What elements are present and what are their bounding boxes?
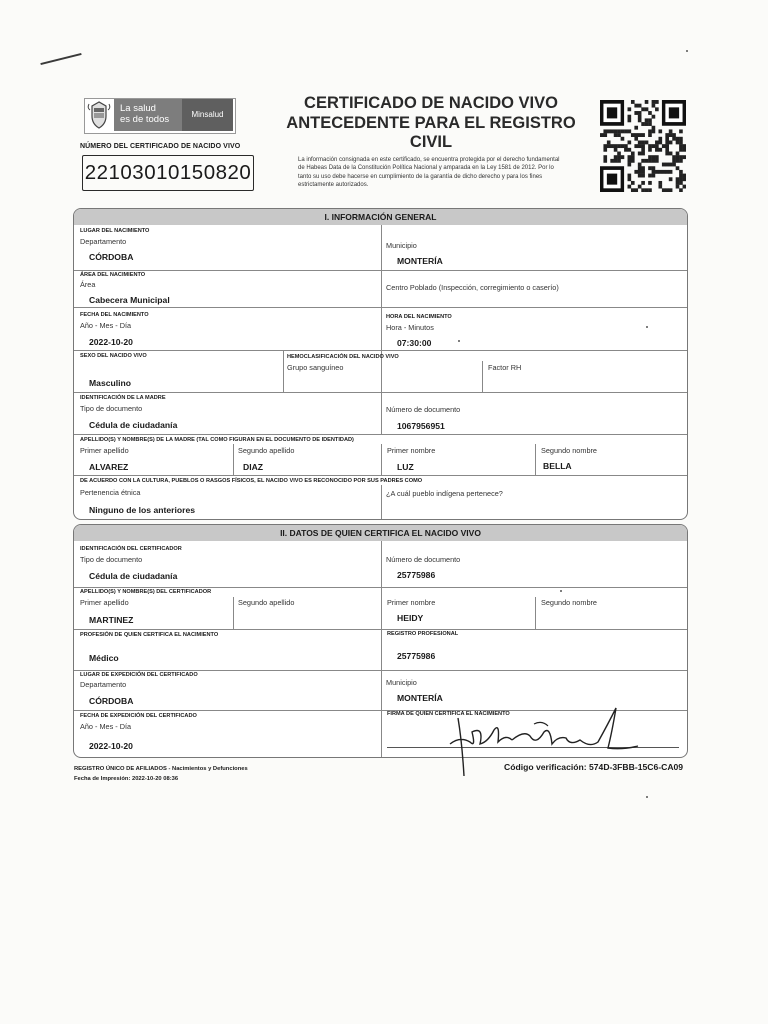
divider bbox=[482, 361, 483, 392]
section-general-info bbox=[73, 208, 688, 520]
mother-names-heading: APELLIDO(S) Y NOMBRE(S) DE LA MADRE (TAL COMO FIGURAN EN EL DOCUMENTO DE IDENTIDAD) bbox=[80, 437, 354, 443]
certifier-names-heading: APELLIDO(S) Y NOMBRE(S) DEL CERTIFICADOR bbox=[80, 589, 212, 595]
logo-slogan-text: La salud es de todos bbox=[120, 103, 170, 125]
mother-id-heading: IDENTIFICACIÓN DE LA MADRE bbox=[80, 395, 166, 401]
divider bbox=[283, 350, 284, 392]
issue-date-format: Año - Mes - Día bbox=[80, 722, 132, 731]
doc-number-value: 1067956951 bbox=[397, 421, 445, 431]
cert-number: 22103010150820 bbox=[82, 155, 254, 191]
area-heading: ÁREA DEL NACIMIENTO bbox=[80, 272, 146, 278]
first-surname-label: Primer apellido bbox=[80, 598, 129, 607]
department-label: Departamento bbox=[80, 680, 127, 689]
ethnic-value: Ninguno de los anteriores bbox=[89, 505, 196, 515]
section-title: II. DATOS DE QUIEN CERTIFICA EL NACIDO VIVO bbox=[74, 525, 687, 541]
doc-type-label: Tipo de documento bbox=[80, 404, 143, 413]
blood-heading: HEMOCLASIFICACIÓN DEL NACIDO VIVO bbox=[287, 354, 399, 360]
ethnic-label: Pertenencia étnica bbox=[80, 488, 141, 497]
profession-value: Médico bbox=[89, 653, 119, 663]
doc-number-label: Número de documento bbox=[386, 555, 461, 564]
logo-brand: Minsalud bbox=[182, 99, 233, 131]
first-name-value: LUZ bbox=[397, 462, 414, 472]
footer-print-date: Fecha de Impresión: 2022-10-20 08:36 bbox=[74, 776, 179, 782]
first-surname-value: ALVAREZ bbox=[89, 462, 129, 472]
speck bbox=[646, 326, 648, 328]
signature-heading: FIRMA DE QUIEN CERTIFICA EL NACIMIENTO bbox=[387, 711, 510, 717]
document-title-line1: CERTIFICADO DE NACIDO VIVO bbox=[304, 94, 558, 112]
scan-mark bbox=[40, 53, 81, 65]
populated-center-label: Centro Poblado (Inspección, corregimiento o caserío) bbox=[386, 283, 559, 292]
professional-reg-heading: REGISTRO PROFESIONAL bbox=[387, 631, 459, 637]
second-surname-label: Segundo apellido bbox=[238, 598, 295, 607]
document-title-line2: ANTECEDENTE PARA EL REGISTRO CIVIL bbox=[286, 114, 576, 151]
doc-type-value: Cédula de ciudadanía bbox=[89, 571, 178, 581]
profession-heading: PROFESIÓN DE QUIEN CERTIFICA EL NACIMIENTO bbox=[80, 632, 219, 638]
first-name-label: Primer nombre bbox=[387, 446, 436, 455]
second-surname-value: DIAZ bbox=[243, 462, 264, 472]
footer-registry: REGISTRO ÚNICO DE AFILIADOS - Nacimientos y Defunciones bbox=[74, 766, 248, 772]
professional-reg-value: 25775986 bbox=[397, 651, 436, 661]
coat-of-arms-icon bbox=[86, 100, 112, 130]
verification-code: Código verificación: 574D-3FBB-15C6-CA09 bbox=[504, 762, 684, 772]
birthplace-heading: LUGAR DEL NACIMIENTO bbox=[80, 228, 150, 234]
divider bbox=[233, 597, 234, 629]
rh-label: Factor RH bbox=[488, 363, 522, 372]
doc-number-value: 25775986 bbox=[397, 570, 436, 580]
speck bbox=[560, 590, 562, 592]
birth-date-heading: FECHA DEL NACIMIENTO bbox=[80, 312, 149, 318]
first-name-value: HEIDY bbox=[397, 613, 424, 623]
cert-number-label: NÚMERO DEL CERTIFICADO DE NACIDO VIVO bbox=[80, 143, 241, 150]
certifier-id-heading: IDENTIFICACIÓN DEL CERTIFICADOR bbox=[80, 546, 182, 552]
first-surname-value: MARTINEZ bbox=[89, 615, 134, 625]
divider bbox=[381, 541, 382, 757]
divider bbox=[381, 392, 382, 434]
doc-type-value: Cédula de ciudadanía bbox=[89, 420, 178, 430]
doc-number-label: Número de documento bbox=[386, 405, 461, 414]
area-value: Cabecera Municipal bbox=[89, 295, 170, 305]
municipality-label: Municipio bbox=[386, 241, 417, 250]
indigenous-label: ¿A cuál pueblo indígena pertenece? bbox=[386, 489, 503, 498]
sex-value: Masculino bbox=[89, 378, 132, 388]
divider bbox=[535, 444, 536, 475]
department-value: CÓRDOBA bbox=[89, 696, 134, 706]
divider bbox=[381, 444, 382, 475]
second-surname-label: Segundo apellido bbox=[238, 446, 295, 455]
area-label: Área bbox=[80, 280, 96, 289]
divider bbox=[74, 475, 687, 476]
speck bbox=[686, 50, 688, 52]
second-name-label: Segundo nombre bbox=[541, 446, 597, 455]
section-title: I. INFORMACIÓN GENERAL bbox=[74, 209, 687, 225]
department-label: Departamento bbox=[80, 237, 127, 246]
municipality-value: MONTERÍA bbox=[397, 256, 443, 266]
qr-code-icon bbox=[600, 100, 686, 192]
blood-group-label: Grupo sanguíneo bbox=[287, 363, 344, 372]
culture-heading: DE ACUERDO CON LA CULTURA, PUEBLOS O RASGOS FÍSICOS, EL NACIDO VIVO ES RECONOCIDO POR SUS PADRES COMO bbox=[80, 478, 423, 484]
first-name-label: Primer nombre bbox=[387, 598, 436, 607]
municipality-label: Municipio bbox=[386, 678, 417, 687]
divider bbox=[381, 225, 382, 393]
divider bbox=[381, 485, 382, 519]
birth-date-format: Año - Mes - Día bbox=[80, 321, 132, 330]
speck bbox=[646, 796, 648, 798]
birth-date-value: 2022-10-20 bbox=[89, 337, 133, 347]
second-name-value: BELLA bbox=[543, 461, 572, 471]
department-value: CÓRDOBA bbox=[89, 252, 134, 262]
second-name-label: Segundo nombre bbox=[541, 598, 597, 607]
birth-time-heading: HORA DEL NACIMIENTO bbox=[386, 314, 452, 320]
birth-time-format: Hora - Minutos bbox=[386, 323, 434, 332]
issue-place-heading: LUGAR DE EXPEDICIÓN DEL CERTIFICADO bbox=[80, 672, 198, 678]
divider bbox=[233, 444, 234, 475]
sex-heading: SEXO DEL NACIDO VIVO bbox=[80, 353, 147, 359]
divider bbox=[535, 597, 536, 629]
birth-time-value: 07:30:00 bbox=[397, 338, 432, 348]
first-surname-label: Primer apellido bbox=[80, 446, 129, 455]
issue-date-heading: FECHA DE EXPEDICIÓN DEL CERTIFICADO bbox=[80, 713, 197, 719]
disclaimer-text: La información consignada en este certificado, se encuentra protegida por el derecho fundamental de Habeas Data de la Constitución Política Nacional y amparada en la Ley 1581 de 2012. Por lo tanto su uso debe hacerse en cumplimiento de la garantía de dicho derecho y para los fines estrictamente autorizados. bbox=[298, 157, 560, 189]
doc-type-label: Tipo de documento bbox=[80, 555, 143, 564]
municipality-value: MONTERÍA bbox=[397, 693, 443, 703]
speck bbox=[458, 340, 460, 342]
divider bbox=[74, 434, 687, 435]
issue-date-value: 2022-10-20 bbox=[89, 741, 133, 751]
logo-slogan bbox=[114, 99, 182, 131]
